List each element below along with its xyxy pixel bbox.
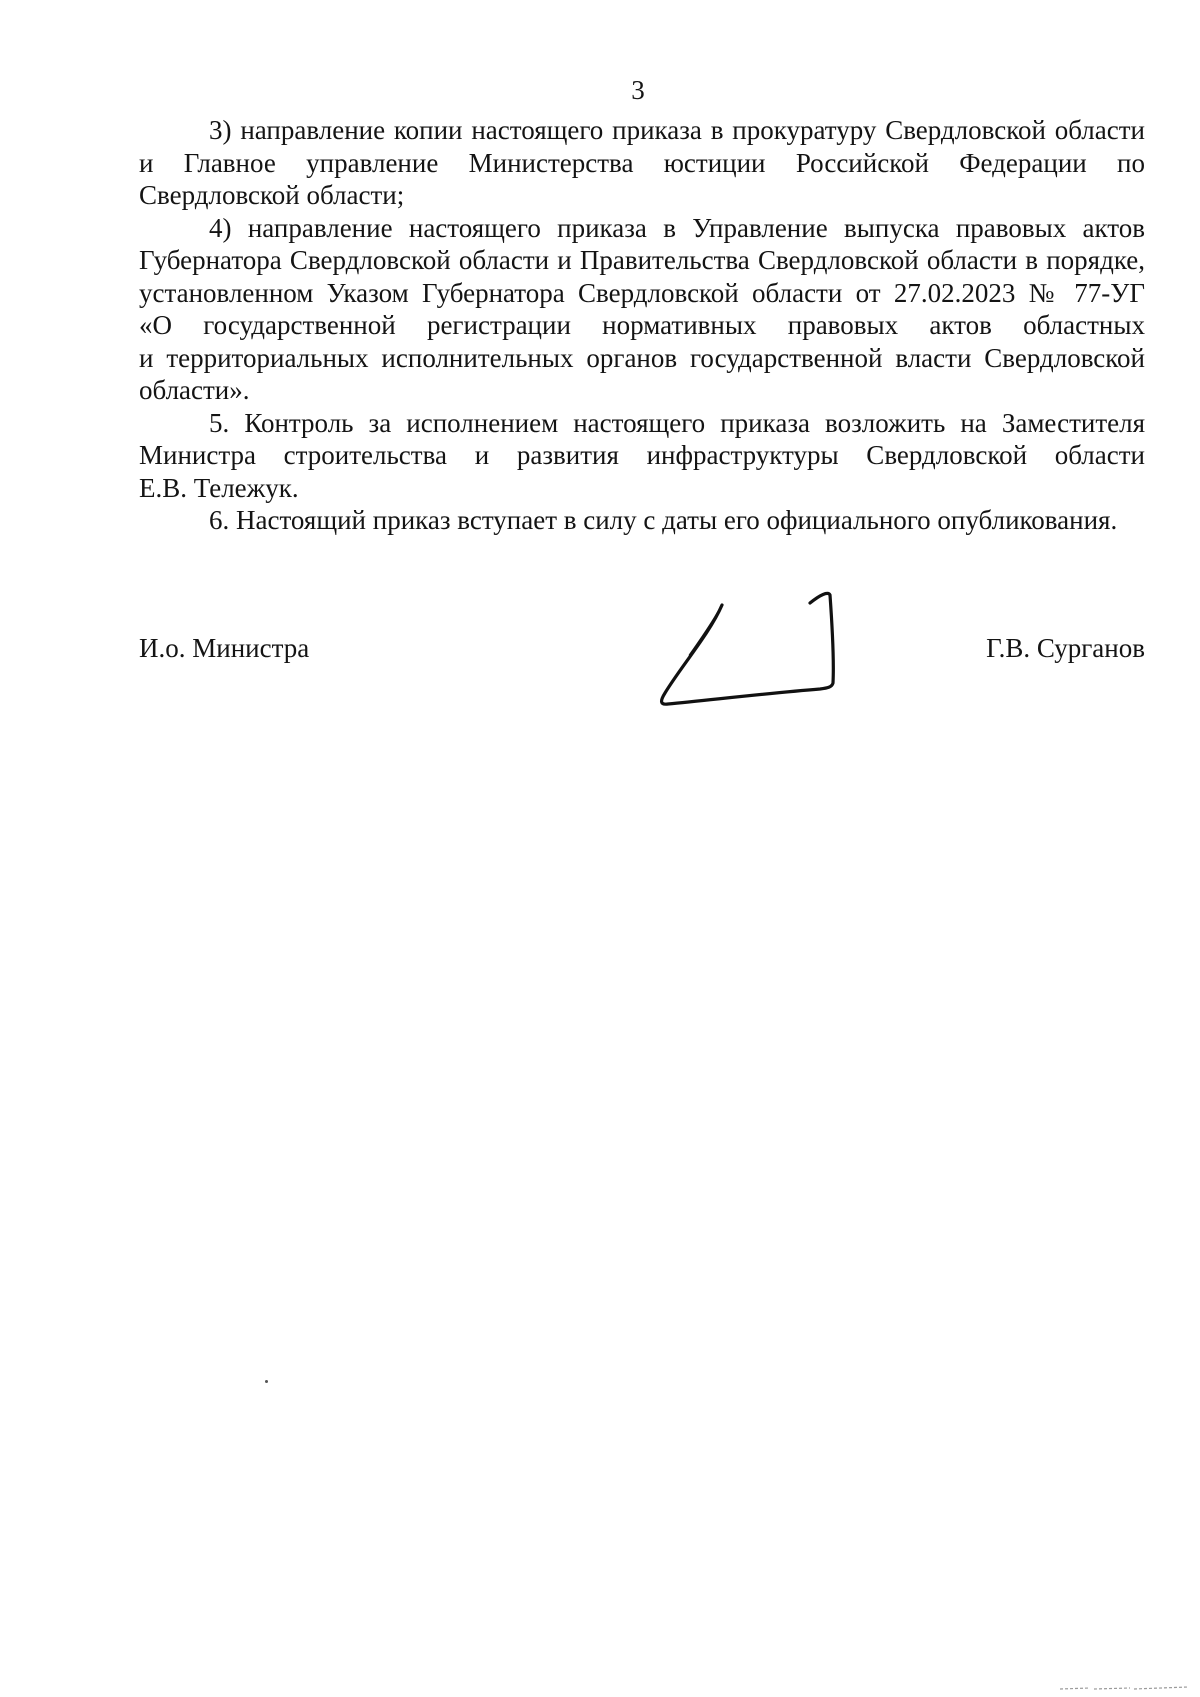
handwritten-signature bbox=[650, 583, 890, 723]
signature-block bbox=[139, 632, 1145, 672]
signatory-name: Г.В. Сурганов bbox=[986, 633, 1145, 663]
page-number: 3 bbox=[631, 75, 645, 105]
signatory-title: И.о. Министра bbox=[139, 633, 310, 663]
paragraph-effective-date: 6. Настоящий приказ вступает в силу с даты его официального опубликования. bbox=[209, 505, 1118, 535]
paragraph-item-3: 3) направление копии настоящего приказа в прокуратуру Свердловской области и Главное управление Министерства юстиции Российской Федерации по Свердловской области; bbox=[139, 115, 1145, 210]
document-body bbox=[139, 114, 1145, 537]
paragraph-control: 5. Контроль за исполнением настоящего приказа возложить на Заместителя Министра строительства и развития инфраструктуры Свердловской области Е.В. Тележук. bbox=[139, 407, 1145, 503]
paragraph-item-4: 4) направление настоящего приказа в Управление выпуска правовых актов Губернатора Свердловской области и Правительства Свердловской области в порядке, установленном Указом Губернатора Свердловской области от 27.02.2023 № 77-УГ «О государственной регистрации нормативных правовых актов областных и территориальных исполнительных органов государственной власти Свердловской области». bbox=[139, 212, 1145, 405]
scan-speck bbox=[265, 1380, 268, 1383]
scan-edge-mark bbox=[1060, 1684, 1190, 1692]
